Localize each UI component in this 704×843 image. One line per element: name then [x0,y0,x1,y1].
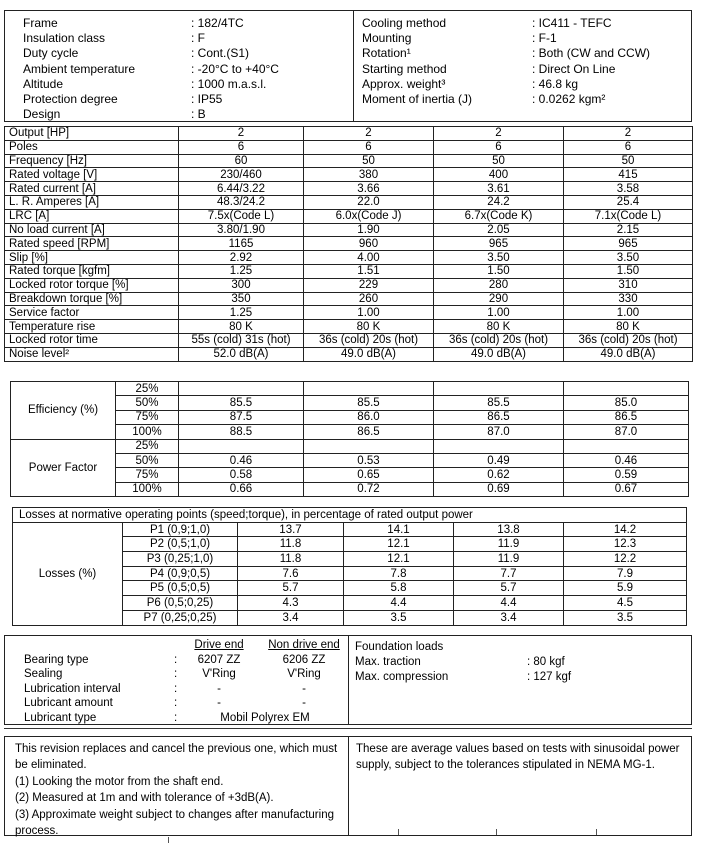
row-label: Temperature rise [5,320,179,334]
value-cell: 1.00 [564,306,693,320]
scan-artifact-tick [596,829,597,835]
table-row [5,251,693,265]
value-cell: 86.0 [304,410,434,424]
non-drive-end-value: 6206 ZZ [282,653,326,666]
value-cell: 6 [304,140,434,154]
value-cell [304,439,434,453]
table-row [5,140,693,154]
spacer [254,682,262,697]
value-cell: 2 [304,127,434,141]
value-cell: 2.15 [564,223,693,237]
value-cell: 0.59 [564,468,689,482]
value-cell: 49.0 dB(A) [434,347,564,361]
row-label: L. R. Amperes [A] [5,195,179,209]
value-cell: 2 [564,127,693,141]
foundation-loads-title: Foundation loads [355,641,444,653]
value-cell: 1.50 [564,264,693,278]
bearing-span-value: Mobil Polyrex EM [220,711,310,724]
value-cell: 415 [564,168,693,182]
value-cell: 55s (cold) 31s (hot) [179,333,304,347]
info-value: : IP55 [191,92,223,107]
value-cell: 1165 [179,237,304,251]
info-label: Ambient temperature [23,61,136,76]
load-percentage: 100% [116,482,179,496]
note-paragraph: This revision replaces and cancel the previous one, which must be eliminated. [15,743,338,772]
colon: : [174,682,178,695]
bearing-row [24,682,348,697]
losses-header-row [13,508,687,523]
table-row [11,439,689,453]
value-cell: 36s (cold) 20s (hot) [434,333,564,347]
value-cell: 0.65 [304,468,434,482]
value-cell: 87.0 [564,425,689,439]
value-cell: 3.50 [434,251,564,265]
info-row [23,62,353,77]
value-cell: 1.90 [304,223,434,237]
value-cell: 4.3 [238,596,344,611]
table-row [5,306,693,320]
value-cell: 6 [179,140,304,154]
info-value: : -20°C to +40°C [191,61,279,76]
row-label: Rated torque [kgfm] [5,264,179,278]
value-cell: 229 [304,278,434,292]
value-cell: 11.8 [238,537,344,552]
value-cell: 14.1 [344,522,454,537]
value-cell: 7.6 [238,566,344,581]
value-cell: 0.69 [434,482,564,496]
value-cell: 3.61 [434,182,564,196]
row-label: Locked rotor time [5,333,179,347]
info-label: Altitude [23,76,64,91]
value-cell: 50 [434,154,564,168]
table-row [5,237,693,251]
row-label: Poles [5,140,179,154]
value-cell: 280 [434,278,564,292]
note-paragraph: (1) Looking the motor from the shaft end. [15,775,224,788]
general-info-left-column [5,11,354,121]
group-label: Power Factor [11,439,116,497]
value-cell: 350 [179,292,304,306]
value-cell: 88.5 [179,425,304,439]
info-value: : Cont.(S1) [191,46,250,61]
spacer [254,696,262,711]
bearing-row-label: Lubricant amount [24,697,113,710]
info-label: Protection degree [23,92,118,107]
value-cell: 3.58 [564,182,693,196]
drive-end-value: - [217,697,221,710]
info-label: Approx. weight³ [362,76,446,91]
value-cell: 87.0 [434,425,564,439]
info-row [362,16,691,31]
value-cell: 14.2 [564,522,687,537]
foundation-row [355,655,691,670]
bearing-row-label: Bearing type [24,653,89,666]
row-label: Slip [%] [5,251,179,265]
electrical-data-table [4,126,693,362]
table-row [5,127,693,141]
bearing-row-label: Sealing [24,668,63,681]
table-row [5,195,693,209]
table-row [5,333,693,347]
value-cell: 0.67 [564,482,689,496]
value-cell: 310 [564,278,693,292]
value-cell: 2.92 [179,251,304,265]
value-cell [434,382,564,396]
value-cell: 3.5 [564,610,687,625]
value-cell: 5.9 [564,581,687,596]
value-cell: 260 [304,292,434,306]
non-drive-end-value: V'Ring [287,668,321,681]
row-label: Rated speed [RPM] [5,237,179,251]
info-value: : B [191,107,206,122]
table-row [5,264,693,278]
info-label: Insulation class [23,31,106,46]
value-cell: 80 K [304,320,434,334]
value-cell [304,382,434,396]
value-cell: 6 [564,140,693,154]
value-cell: 0.66 [179,482,304,496]
info-value: : Both (CW and CCW) [532,46,651,61]
row-label: Service factor [5,306,179,320]
efficiency-power-factor-table [10,381,689,497]
info-label: Cooling method [362,16,447,30]
value-cell: 85.5 [179,396,304,410]
info-label: Rotation¹ [362,46,411,61]
value-cell: 6.44/3.22 [179,182,304,196]
value-cell: 25.4 [564,195,693,209]
info-value: : 182/4TC [191,16,244,30]
value-cell: 0.49 [434,453,564,467]
table-row [13,522,687,537]
value-cell: 12.3 [564,537,687,552]
divider-line [4,728,692,729]
table-row [5,154,693,168]
info-row [362,31,691,46]
value-cell: 85.0 [564,396,689,410]
drive-end-value: - [217,682,221,695]
foundation-value: : 127 kgf [527,671,572,683]
load-percentage: 100% [116,425,179,439]
value-cell: 0.62 [434,468,564,482]
group-label: Efficiency (%) [11,382,116,440]
value-cell: 80 K [564,320,693,334]
load-percentage: 25% [116,382,179,396]
value-cell: 6.7x(Code K) [434,209,564,223]
info-label: Duty cycle [23,46,79,61]
value-cell: 12.1 [344,552,454,567]
value-cell: 3.80/1.90 [179,223,304,237]
row-label: LRC [A] [5,209,179,223]
row-label: Rated voltage [V] [5,168,179,182]
non-drive-end-header: Non drive end [268,639,340,651]
colon: : [174,697,178,710]
non-drive-end-value: - [302,682,306,695]
foundation-loads-section [349,636,691,724]
info-row [23,46,353,61]
value-cell: 2 [434,127,564,141]
value-cell: 4.4 [344,596,454,611]
scan-artifact-tick [496,829,497,835]
losses-header: Losses at normative operating points (speed;torque), in percentage of rated output power [13,508,687,523]
load-percentage: 25% [116,439,179,453]
value-cell: 6.0x(Code J) [304,209,434,223]
value-cell: 965 [434,237,564,251]
info-value: : 0.0262 kgm² [532,92,606,107]
bearing-data-section [5,636,349,724]
foundation-value: : 80 kgf [527,656,565,668]
value-cell: 1.00 [304,306,434,320]
value-cell: 49.0 dB(A) [564,347,693,361]
value-cell: 230/460 [179,168,304,182]
info-value: : F [191,31,205,46]
value-cell: 60 [179,154,304,168]
value-cell: 22.0 [304,195,434,209]
value-cell: 3.5 [344,610,454,625]
value-cell: 4.5 [564,596,687,611]
row-label: Locked rotor torque [%] [5,278,179,292]
value-cell: 24.2 [434,195,564,209]
spacer [254,638,262,653]
losses-table [12,507,687,626]
spacer [254,653,262,668]
operating-point: P3 (0,25;1,0) [123,552,238,567]
value-cell: 1.00 [434,306,564,320]
info-row [23,107,353,122]
info-row [362,92,691,107]
info-label: Frame [23,16,58,30]
value-cell: 87.5 [179,410,304,424]
value-cell: 80 K [434,320,564,334]
value-cell: 85.5 [304,396,434,410]
non-drive-end-value: - [302,697,306,710]
table-row [5,209,693,223]
table-row [5,168,693,182]
info-value: : 1000 m.a.s.l. [191,76,267,91]
spacer [24,638,174,653]
colon: : [174,711,178,724]
value-cell: 0.53 [304,453,434,467]
value-cell: 5.8 [344,581,454,596]
value-cell: 6 [434,140,564,154]
value-cell: 12.1 [344,537,454,552]
info-row [23,92,353,107]
general-info-panel [4,10,692,122]
load-percentage: 50% [116,396,179,410]
value-cell: 49.0 dB(A) [304,347,434,361]
operating-point: P2 (0,5;1,0) [123,537,238,552]
value-cell: 3.4 [238,610,344,625]
value-cell: 5.7 [454,581,564,596]
value-cell: 50 [564,154,693,168]
drive-end-value: 6207 ZZ [197,653,241,666]
foundation-loads-rows [355,655,691,685]
value-cell: 0.46 [179,453,304,467]
value-cell: 4.00 [304,251,434,265]
value-cell: 11.8 [238,552,344,567]
info-label: Mounting [362,31,412,46]
value-cell: 0.72 [304,482,434,496]
value-cell: 3.4 [454,610,564,625]
info-row [23,31,353,46]
operating-point: P6 (0,5;0,25) [123,596,238,611]
value-cell: 7.9 [564,566,687,581]
info-row [362,62,691,77]
value-cell [564,382,689,396]
info-value: : Direct On Line [532,61,616,76]
value-cell: 300 [179,278,304,292]
value-cell: 11.9 [454,552,564,567]
value-cell: 12.2 [564,552,687,567]
bearing-row [24,711,348,726]
value-cell: 13.7 [238,522,344,537]
value-cell: 52.0 dB(A) [179,347,304,361]
value-cell: 86.5 [304,425,434,439]
foundation-label: Max. traction [355,656,421,668]
info-value: : F-1 [532,31,557,46]
bearing-foundation-panel [4,635,692,725]
value-cell: 11.9 [454,537,564,552]
value-cell: 7.1x(Code L) [564,209,693,223]
value-cell: 0.46 [564,453,689,467]
value-cell: 0.58 [179,468,304,482]
value-cell: 3.66 [304,182,434,196]
info-row [362,77,691,92]
value-cell: 80 K [179,320,304,334]
value-cell: 7.7 [454,566,564,581]
tolerance-note [349,737,691,835]
load-percentage: 50% [116,453,179,467]
load-percentage: 75% [116,468,179,482]
value-cell: 1.50 [434,264,564,278]
value-cell: 13.8 [454,522,564,537]
note-paragraph: (3) Approximate weight subject to changes after manufacturing process. [15,808,334,838]
value-cell [179,439,304,453]
spacer [174,638,184,653]
table-row [5,223,693,237]
note-paragraph: These are average values based on tests with sinusoidal power supply, subject to the tolerances stipulated in NEMA MG-1. [356,743,680,772]
bearing-row-label: Lubricant type [24,711,97,724]
value-cell: 1.51 [304,264,434,278]
general-info-right-column [354,11,691,121]
revision-note [5,737,349,838]
colon: : [174,653,178,666]
operating-point: P1 (0,9;1,0) [123,522,238,537]
info-value: : 46.8 kg [532,76,579,91]
load-percentage: 75% [116,410,179,424]
value-cell: 2 [179,127,304,141]
value-cell [434,439,564,453]
info-row [23,16,353,31]
bearing-row [24,653,348,668]
value-cell: 36s (cold) 20s (hot) [564,333,693,347]
note-paragraph: (2) Measured at 1m and with tolerance of +3dB(A). [15,792,274,805]
row-label: Frequency [Hz] [5,154,179,168]
value-cell: 50 [304,154,434,168]
bearing-row [24,667,348,682]
value-cell: 48.3/24.2 [179,195,304,209]
foundation-row [355,670,691,685]
group-label: Losses (%) [13,522,123,625]
value-cell: 290 [434,292,564,306]
value-cell: 960 [304,237,434,251]
bearing-row-label: Lubrication interval [24,682,121,695]
value-cell: 85.5 [434,396,564,410]
spacer [254,667,262,682]
value-cell: 1.25 [179,264,304,278]
row-label: No load current [A] [5,223,179,237]
value-cell: 5.7 [238,581,344,596]
info-label: Starting method [362,61,447,76]
info-row [23,77,353,92]
operating-point: P4 (0,9;0,5) [123,566,238,581]
info-label: Design [23,107,61,122]
info-value: : IC411 - TEFC [532,16,612,30]
table-row [5,292,693,306]
table-row [11,382,689,396]
drive-end-header: Drive end [194,639,244,651]
value-cell: 86.5 [564,410,689,424]
table-row [5,320,693,334]
foundation-label: Max. compression [355,671,449,683]
value-cell: 965 [564,237,693,251]
scan-artifact-tick [168,837,169,843]
info-row [362,46,691,61]
operating-point: P7 (0,25;0,25) [123,610,238,625]
value-cell [564,439,689,453]
drive-end-value: V'Ring [202,668,236,681]
row-label: Rated current [A] [5,182,179,196]
bearing-row [24,696,348,711]
value-cell: 7.8 [344,566,454,581]
table-row [5,182,693,196]
notes-panel [4,736,692,836]
value-cell: 380 [304,168,434,182]
value-cell: 36s (cold) 20s (hot) [304,333,434,347]
operating-point: P5 (0,5;0,5) [123,581,238,596]
value-cell: 2.05 [434,223,564,237]
value-cell: 7.5x(Code L) [179,209,304,223]
value-cell [179,382,304,396]
table-row [5,278,693,292]
value-cell: 400 [434,168,564,182]
row-label: Output [HP] [5,127,179,141]
value-cell: 4.4 [454,596,564,611]
bearing-header-row [24,638,348,653]
value-cell: 3.50 [564,251,693,265]
row-label: Breakdown torque [%] [5,292,179,306]
scan-artifact-tick [398,829,399,835]
info-label: Moment of inertia (J) [362,92,473,107]
value-cell: 1.25 [179,306,304,320]
table-row [5,347,693,361]
row-label: Noise level² [5,347,179,361]
value-cell: 330 [564,292,693,306]
value-cell: 86.5 [434,410,564,424]
colon: : [174,668,178,681]
